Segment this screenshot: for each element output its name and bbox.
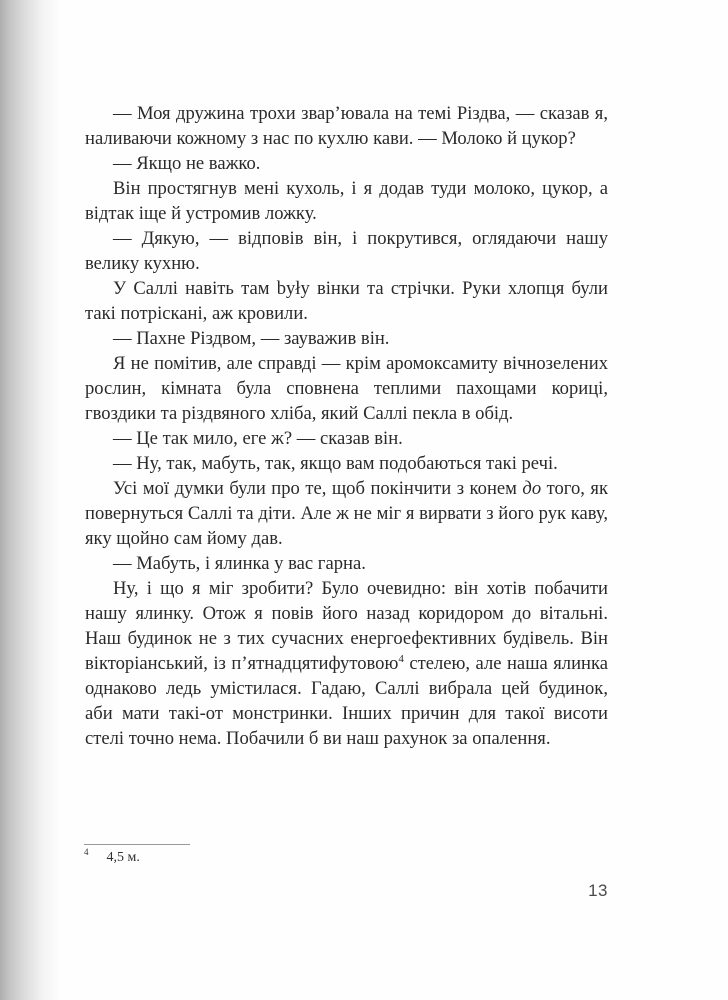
text-segment: Ну, і що я міг зробити? Було очевидно: він хотів побачити нашу ялинку. Отож я повів його назад коридором до вітальні. Наш будинок не з тих сучасних енергоефективних будівель. Він вікторіанський, із п’ятнадцятифутовою (85, 578, 608, 674)
paragraph: — Дякую, — відповів він, і покрутився, оглядаючи нашу велику кухню. (85, 228, 608, 274)
paragraph: У Саллі навіть там były вінки та стрічки. Руки хлопця були такі потріскані, аж кровили. (85, 278, 608, 324)
page-number: 13 (588, 881, 608, 900)
footnote-marker: 4 (84, 847, 89, 858)
text-segment: того, як повернуться Саллі та діти. Але ж не міг я вирвати з його рук каву, яку щойно сам йому дав. (85, 478, 608, 549)
page-gutter-shadow (0, 0, 62, 1000)
footnote-reference: 4 (398, 652, 404, 665)
text-segment-italic: до (522, 478, 542, 499)
text-segment: Усі мої думки були про те, щоб покінчити з конем (113, 478, 523, 499)
paragraph (85, 476, 608, 551)
paragraph: — Мабуть, і ялинка у вас гарна. (113, 553, 366, 574)
paragraph: — Ну, так, мабуть, так, якщо вам подобаються такі речі. (113, 453, 558, 474)
paragraph: — Це так мило, еге ж? — сказав він. (113, 428, 403, 449)
paragraph (85, 576, 608, 751)
paragraph: — Якщо не важко. (113, 153, 261, 174)
page-text-block (85, 101, 608, 751)
paragraph: Він простягнув мені кухоль, і я додав туди молоко, цукор, а відтак іще й устромив ложку. (85, 178, 608, 224)
footnote-divider (84, 844, 190, 845)
text-segment: стелею, але наша ялинка однаково ледь умістилася. Гадаю, Саллі вибрала цей будинок, аби мати такі-от монстринки. Інших причин для такої висоти стелі точно нема. Побачили б ви наш рахунок за опалення. (85, 653, 608, 749)
paragraph: — Моя дружина трохи звар’ювала на темі Різдва, — сказав я, наливаючи кожному з нас по кухлю кави. — Молоко й цукор? (85, 103, 608, 149)
paragraph: — Пахне Різдвом, — зауважив він. (113, 328, 390, 349)
paragraph: Я не помітив, але справді — крім аромоксамиту вічнозелених рослин, кімната була сповнена теплими пахощами кориці, гвоздики та різдвяного хліба, який Саллі пекла в обід. (85, 353, 608, 424)
footnote-text: 4,5 м. (106, 850, 140, 865)
footnote (84, 849, 140, 867)
